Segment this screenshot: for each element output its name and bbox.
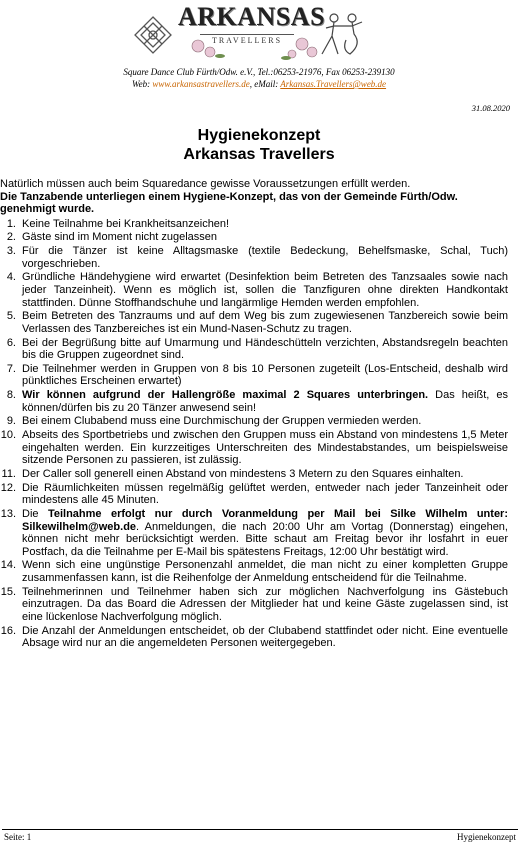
rule-number: 11. [1,468,16,480]
rule-item [0,271,508,309]
rule-item [0,218,508,231]
intro-text: Natürlich müssen auch beim Squaredance gewisse Voraussetzungen erfüllt werden. [0,178,411,190]
rule-number: 7. [6,362,16,375]
page-number: Seite: 1 [4,832,32,842]
rule-text: . Anmeldungen, die nach 20:00 Uhr am Vortag (Donnerstag) eingehen, können nicht mehr berücksichtigt werden. Bitte schaut am Freitag bevor ihr losfahrt in euer Postfach, da die Teilnahme per E-Mail bis spätestens Freitags, 12:00 Uhr bestätigt wird. [22,520,508,558]
rule-number: 8. [6,389,16,402]
rule-text: Die Teilnehmer werden in Gruppen von 8 bis 10 Personen zugeteilt (Los-Entscheid, deshalb wird pünktliches Erscheinen erwartet) [22,362,508,388]
rule-item [0,231,508,244]
rule-item [0,559,508,584]
mail-prefix: , eMail: [249,79,281,89]
page-title [0,126,518,164]
rule-item [0,482,508,507]
web-line [0,78,518,90]
rule-number: 15. [0,585,16,598]
rule-text-bold: Wir können aufgrund der Hallengröße maximal 2 Squares unterbringen. [22,389,429,402]
footer-divider [2,829,518,830]
rule-text: Gäste sind im Moment nicht zugelassen [22,231,218,244]
rule-number: 9. [6,415,16,428]
rule-number: 4. [6,271,16,284]
rule-number: 12. [0,481,16,494]
contact-block [0,66,518,90]
letterhead [0,0,518,92]
rule-item [0,468,508,481]
brand-subtitle: TRAVELLERS [200,34,294,45]
document-body [0,178,508,651]
rule-text: Das heißt, es können/dürfen bis zu 20 Tänzer anwesend sein! [22,389,508,414]
rules-list [0,218,508,650]
rule-text: Abseits des Sportbetriebs und zwischen den Gruppen muss ein Abstand von mindestens 1,5 Meter eingehalten werden. Ein kurzzeitiges Unterschreiten des Mindestabstandes, um beispielsweise sitzende Personen zu passieren, ist zulässig. [22,429,508,467]
rule-text: Die Anzahl der Anmeldungen entscheidet, ob der Clubabend stattfindet oder nicht. Eine eventuelle Absage wird nur an die angemeldeten Personen weitergegeben. [22,624,508,650]
diamond-logo-icon [132,14,174,56]
rule-item [0,429,508,467]
rule-number: 2. [6,231,16,244]
rule-item [0,389,508,414]
rule-number: 16. [0,624,16,637]
mail-link[interactable]: Arkansas.Travellers@web.de [280,79,387,89]
rule-text: Keine Teilnahme bei Krankheitsanzeichen! [22,217,230,230]
rule-text: Wenn sich eine ungünstige Personenzahl anmeldet, die man nicht zu einer kompletten Gruppe zusammenfassen kann, ist die Reihenfolge der Anmeldung entscheidend für die Teilnahme. [22,559,508,585]
rule-text: Teilnehmerinnen und Teilnehmer haben sich zur möglichen Nachverfolgung ins Gästebuch einzutragen. Da das Board die Adressen der Mitglieder hat und keine Gäste zugelassen sind, ist eine lückenlose Nachverfolgung möglich. [22,585,508,623]
rule-text: Die Räumlichkeiten müssen regelmäßig gelüftet werden, entweder nach jeder Tanzeinheit oder mindestens alle 45 Minuten. [22,481,508,507]
rule-item [0,337,508,362]
rule-text-bold: Teilnahme erfolgt nur durch Voranmeldung per Mail bei Silke Wilhelm unter: Silkewilhelm@web.de [22,507,509,533]
rule-text: Für die Tänzer ist keine Alltagsmaske (textile Bedeckung, Behelfsmaske, Schal, Tuch) vorgeschrieben. [22,245,508,270]
rule-number: 3. [6,245,16,258]
footer-title: Hygienekonzept [457,832,516,842]
web-link[interactable]: www.arkansastravellers.de [152,79,250,89]
rule-number: 10. [0,429,16,442]
rule-item [0,508,508,558]
rule-item [0,415,508,428]
web-prefix: Web: [131,79,153,89]
title-line-2: Arkansas Travellers [183,146,335,163]
title-line-1: Hygienekonzept [197,127,321,144]
rule-text: Bei der Begrüßung bitte auf Umarmung und Händeschütteln verzichten, Abstandsregeln beachten bis die Gruppen zugeordnet sind. [22,336,508,362]
rule-number: 13. [0,507,16,520]
rule-item [0,310,508,335]
rule-text: Der Caller soll generell einen Abstand von mindestens 3 Metern zu den Squares einhalten. [22,468,464,480]
rule-item [0,625,508,650]
rule-item [0,586,508,624]
brand-title: ARKANSAS [178,2,326,31]
rule-item [0,245,508,270]
rule-number: 14. [0,559,16,572]
rule-number: 5. [6,310,16,323]
rule-text: Beim Betreten des Tanzraums und auf dem Weg bis zum zugewiesenen Tanzbereich sowie beim Verlassen des Tanzbereiches ist ein Mund-Nasen-Schutz zu tragen. [22,310,508,335]
rule-item [0,363,508,388]
rule-number: 1. [6,217,16,230]
rule-text: Gründliche Händehygiene wird erwartet (Desinfektion beim Betreten des Tanzsaales sowie nach jeder Tanzeinheit). Wenn es möglich ist, sollen die Tanzfiguren ohne direkten Handkontakt stattfinden. Dünne Stoffhandschuhe und langärmlige Hemden werden empfohlen. [22,271,508,309]
dancers-icon [314,10,372,60]
flower-icon [190,30,320,62]
document-date: 31.08.2020 [471,103,510,113]
intro-bold-text: Die Tanzabende unterliegen einem Hygiene-Konzept, das von der Gemeinde Fürth/Odw. genehmigt wurde. [0,190,458,216]
rule-text-pre: Die [22,507,48,520]
rule-number: 6. [6,336,16,349]
club-line: Square Dance Club Fürth/Odw. e.V., Tel.:06253-21976, Fax 06253-239130 [123,67,395,77]
rule-text: Bei einem Clubabend muss eine Durchmischung der Gruppen vermieden werden. [22,415,422,428]
